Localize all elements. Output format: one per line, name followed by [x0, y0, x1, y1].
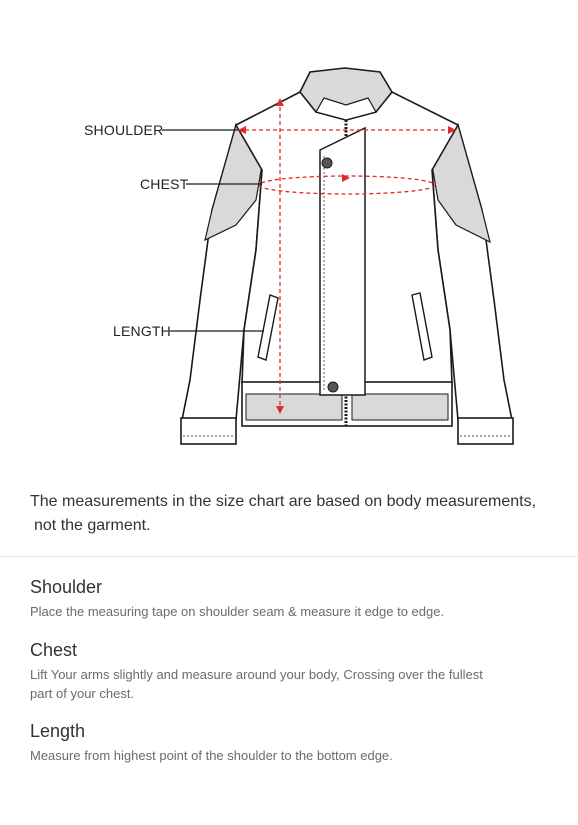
shoulder-section: [30, 576, 550, 621]
chest-section: [30, 639, 550, 703]
measurement-note-line-1: The measurements in the size chart are based on body measurements,: [30, 493, 537, 510]
length-title: Length: [30, 721, 86, 741]
chest-title: Chest: [30, 640, 78, 660]
measurement-note: [30, 490, 560, 538]
chest-description-line-1: Lift Your arms slightly and measure around your body, Crossing over the fullest: [30, 667, 483, 682]
length-description: [30, 746, 550, 765]
shoulder-title: Shoulder: [30, 577, 103, 597]
shoulder-description: [30, 602, 550, 621]
length-label: LENGTH: [113, 323, 171, 339]
measurement-note-line-2: not the garment.: [34, 517, 151, 534]
length-section: [30, 720, 550, 765]
length-description-line: Measure from highest point of the shoulder to the bottom edge.: [30, 748, 393, 763]
chest-description-line-2: part of your chest.: [30, 686, 135, 701]
shoulder-label: SHOULDER: [84, 122, 164, 138]
jacket-body: [236, 68, 458, 426]
divider: [0, 556, 578, 557]
chest-description: [30, 665, 550, 703]
chest-label: CHEST: [140, 176, 189, 192]
shoulder-description-line: Place the measuring tape on shoulder seam & measure it edge to edge.: [30, 604, 445, 619]
